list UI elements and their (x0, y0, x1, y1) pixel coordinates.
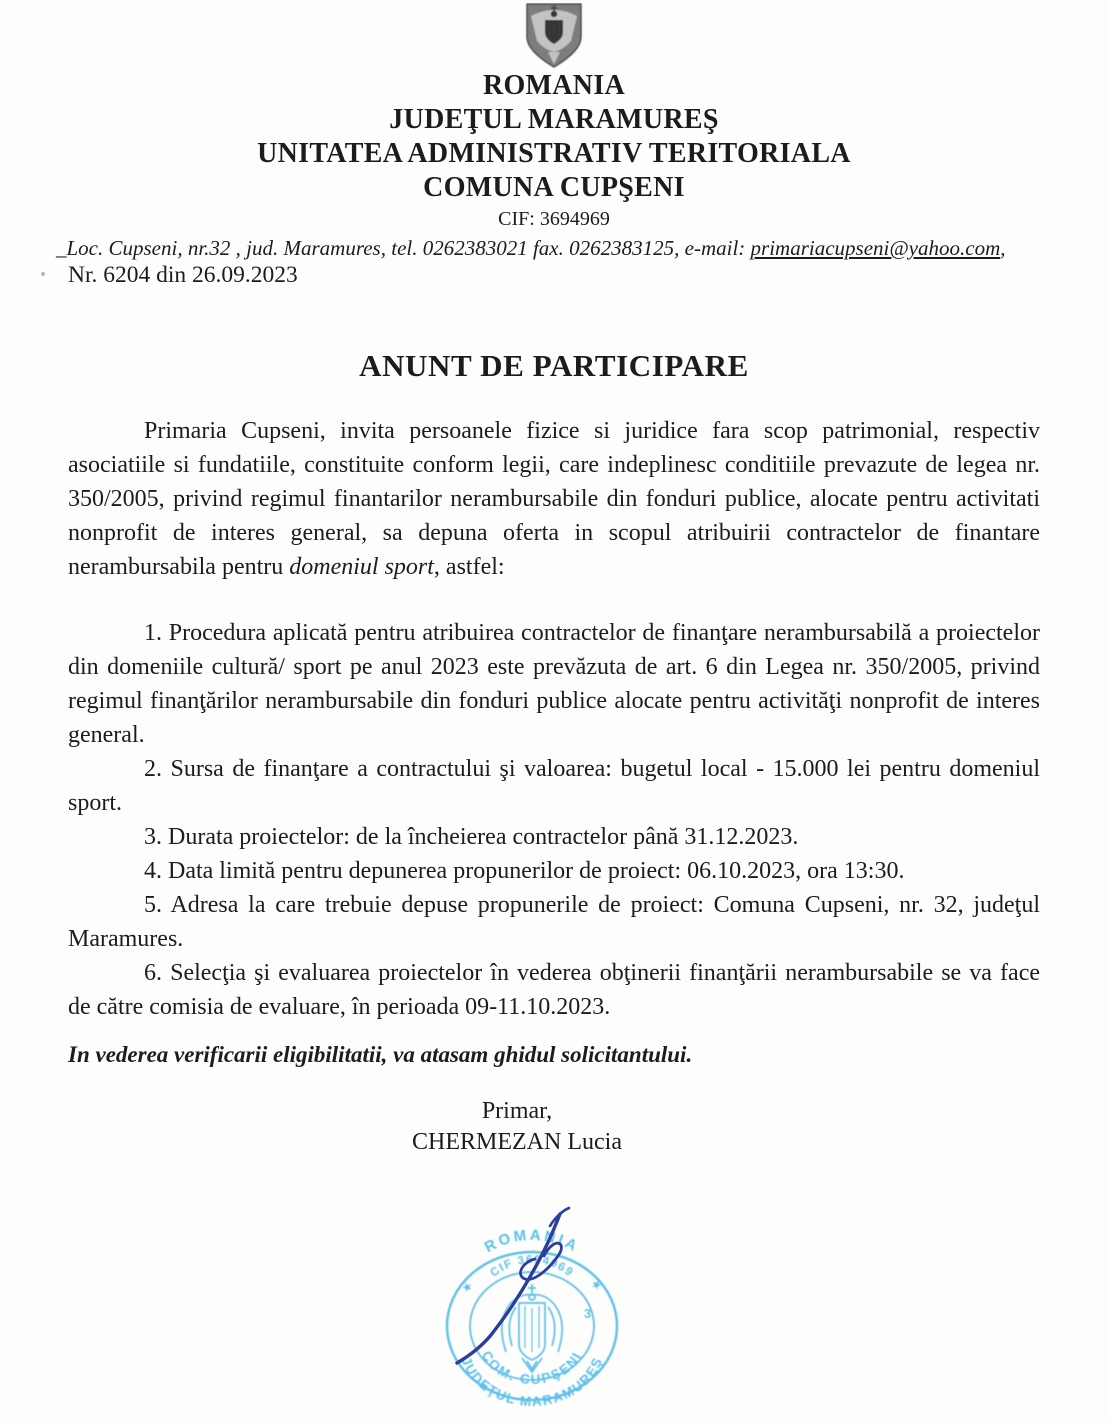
handwritten-signature (457, 1208, 569, 1363)
closing-note: In vederea verificarii eligibilitatii, va atasam ghidul solicitantului. (68, 1042, 693, 1067)
document-title: ANUNT DE PARTICIPARE (359, 348, 749, 383)
stamp-bottom-inner-text: COM. CUPŞENI (478, 1348, 586, 1388)
registration-number: Nr. 6204 din 26.09.2023 (68, 262, 298, 288)
stamp-eagle-icon (502, 1284, 562, 1372)
intro-paragraph (68, 414, 1040, 584)
list-item-1: 1. Procedura aplicată pentru atribuirea contractelor de finanţare nerambursabilă a proiectelor din domeniile cultură/ sport pe anul 2023 este prevăzuta de art. 6 din Legea nr. 350/2005, privind regimul finanţărilor nerambursabile din fonduri publice alocate pentru activităţi nonprofit de interes general. (68, 620, 1040, 748)
letterhead (68, 0, 1040, 231)
stamp-ink (447, 1227, 617, 1409)
intro-text-after: , astfel: (433, 554, 505, 580)
letterhead-country: ROMANIA (482, 70, 626, 101)
signature-role: Primar, (481, 1098, 553, 1124)
intro-text-before: Primaria Cupseni, invita persoanele fizice si juridice fara scop patrimonial, respectiv asociatiile si fundatiile, constituite conform legii, care indeplinesc conditiile prevazute de legea nr. 350/2005, privind regimul finantarilor nerambursabile din fonduri publice, alocate pentru activitati nonprofit de interes general, sa depuna oferta in scopul atribuirii contractelor de finantare nerambursabila pentru (68, 418, 1040, 580)
intro-emphasis: domeniul sport (289, 554, 434, 580)
crest-container (68, 0, 1040, 69)
scan-speck (41, 272, 45, 276)
letterhead-county: JUDEŢUL MARAMUREŞ (389, 104, 719, 135)
stamp-top-text: ROMANIA (481, 1226, 583, 1257)
letterhead-cif: CIF: 3694969 (498, 208, 610, 230)
stamp-cif-text: CIF 3694969 (488, 1253, 576, 1280)
list-item-3: 3. Durata proiectelor: de la încheierea contractelor până 31.12.2023. (144, 824, 799, 850)
contact-text: _Loc. Cupseni, nr.32 , jud. Maramures, tel. 0262383021 fax. 0262383125, e-mail: (56, 236, 751, 260)
stamp-star-left-icon: ★ (459, 1278, 476, 1296)
stamp-bottom-outer-text: JUDEŢUL MARAMUREŞ (458, 1354, 606, 1410)
signature-block (68, 1096, 1040, 1158)
list-item-4: 4. Data limită pentru depunerea propunerilor de proiect: 06.10.2023, ora 13:30. (144, 858, 905, 884)
contact-line (56, 235, 1040, 261)
contact-suffix: , (1000, 236, 1006, 260)
stamp-star-right-icon: ★ (588, 1276, 605, 1294)
list-item-5: 5. Adresa la care trebuie depuse propunerile de proiect: Comuna Cupseni, nr. 32, judeţul Maramures. (68, 892, 1040, 952)
numbered-list (68, 616, 1040, 1024)
official-round-stamp (398, 1198, 678, 1422)
intro-section (68, 414, 1040, 584)
letterhead-commune: COMUNA CUPŞENI (423, 172, 685, 203)
romania-coat-of-arms-icon (522, 3, 586, 69)
contact-email: primariacupseni@yahoo.com (750, 236, 1001, 260)
list-item-6: 6. Selecţia şi evaluarea proiectelor în vederea obţinerii finanţării nerambursabile se va face de către comisia de evaluare, în perioada 09-11.10.2023. (68, 960, 1040, 1020)
stamp-side-number: 3 (584, 1306, 592, 1321)
letterhead-unit: UNITATEA ADMINISTRATIV TERITORIALA (257, 138, 851, 169)
list-item-2: 2. Sursa de finanţare a contractului şi valoarea: bugetul local - 15.000 lei pentru domeniul sport. (68, 756, 1040, 816)
signature-name: CHERMEZAN Lucia (412, 1129, 622, 1155)
